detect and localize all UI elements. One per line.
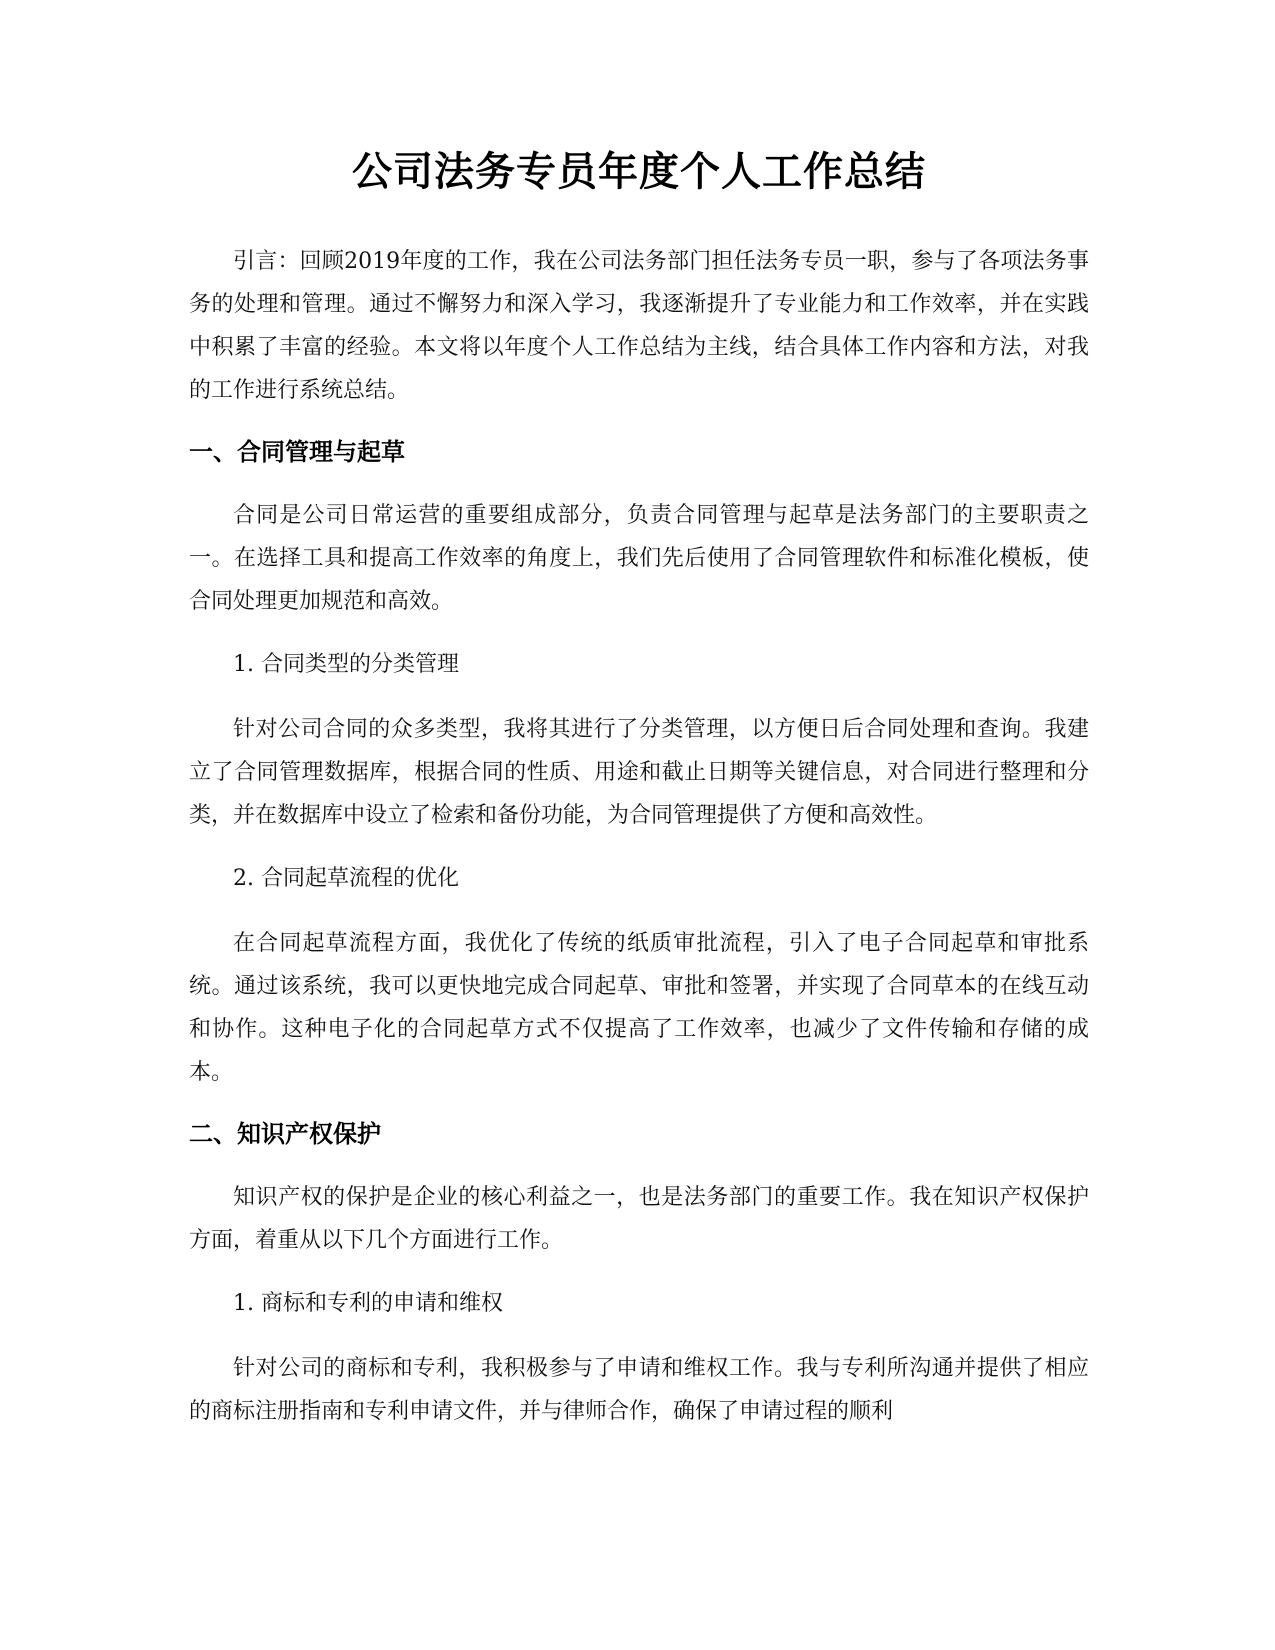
document-title: 公司法务专员年度个人工作总结 — [352, 149, 926, 195]
subsection-heading: 2. 合同起草流程的优化 — [233, 866, 459, 891]
section-intro-paragraph: 合同是公司日常运营的重要组成部分，负责合同管理与起草是法务部门的主要职责之一。在选择工具和提高工作效率的角度上，我们先后使用了合同管理软件和标准化模板，使合同处理更加规范和高效。 — [189, 503, 1089, 614]
subsection-paragraph: 针对公司的商标和专利，我积极参与了申请和维权工作。我与专利所沟通并提供了相应的商标注册指南和专利申请文件，并与律师合作，确保了申请过程的顺利 — [189, 1356, 1089, 1424]
intro-paragraph: 引言：回顾2019年度的工作，我在公司法务部门担任法务专员一职，参与了各项法务事务的处理和管理。通过不懈努力和深入学习，我逐渐提升了专业能力和工作效率，并在实践中积累了丰富的经验。本文将以年度个人工作总结为主线，结合具体工作内容和方法，对我的工作进行系统总结。 — [189, 249, 1089, 403]
subsection-heading: 1. 商标和专利的申请和维权 — [233, 1291, 503, 1316]
subsection-heading: 1. 合同类型的分类管理 — [233, 652, 459, 677]
section-intro-paragraph: 知识产权的保护是企业的核心利益之一，也是法务部门的重要工作。我在知识产权保护方面，着重从以下几个方面进行工作。 — [189, 1185, 1089, 1253]
section-heading: 一、合同管理与起草 — [189, 438, 405, 466]
subsection-paragraph: 针对公司合同的众多类型，我将其进行了分类管理，以方便日后合同处理和查询。我建立了合同管理数据库，根据合同的性质、用途和截止日期等关键信息，对合同进行整理和分类，并在数据库中设立了检索和备份功能，为合同管理提供了方便和高效性。 — [189, 717, 1089, 828]
section-heading: 二、知识产权保护 — [189, 1120, 381, 1148]
subsection-paragraph: 在合同起草流程方面，我优化了传统的纸质审批流程，引入了电子合同起草和审批系统。通过该系统，我可以更快地完成合同起草、审批和签署，并实现了合同草本的在线互动和协作。这种电子化的合同起草方式不仅提高了工作效率，也减少了文件传输和存储的成本。 — [189, 931, 1089, 1085]
section-contract-management — [189, 432, 1089, 1094]
section-ip-protection — [189, 1114, 1089, 1433]
document-content — [189, 140, 1089, 1453]
